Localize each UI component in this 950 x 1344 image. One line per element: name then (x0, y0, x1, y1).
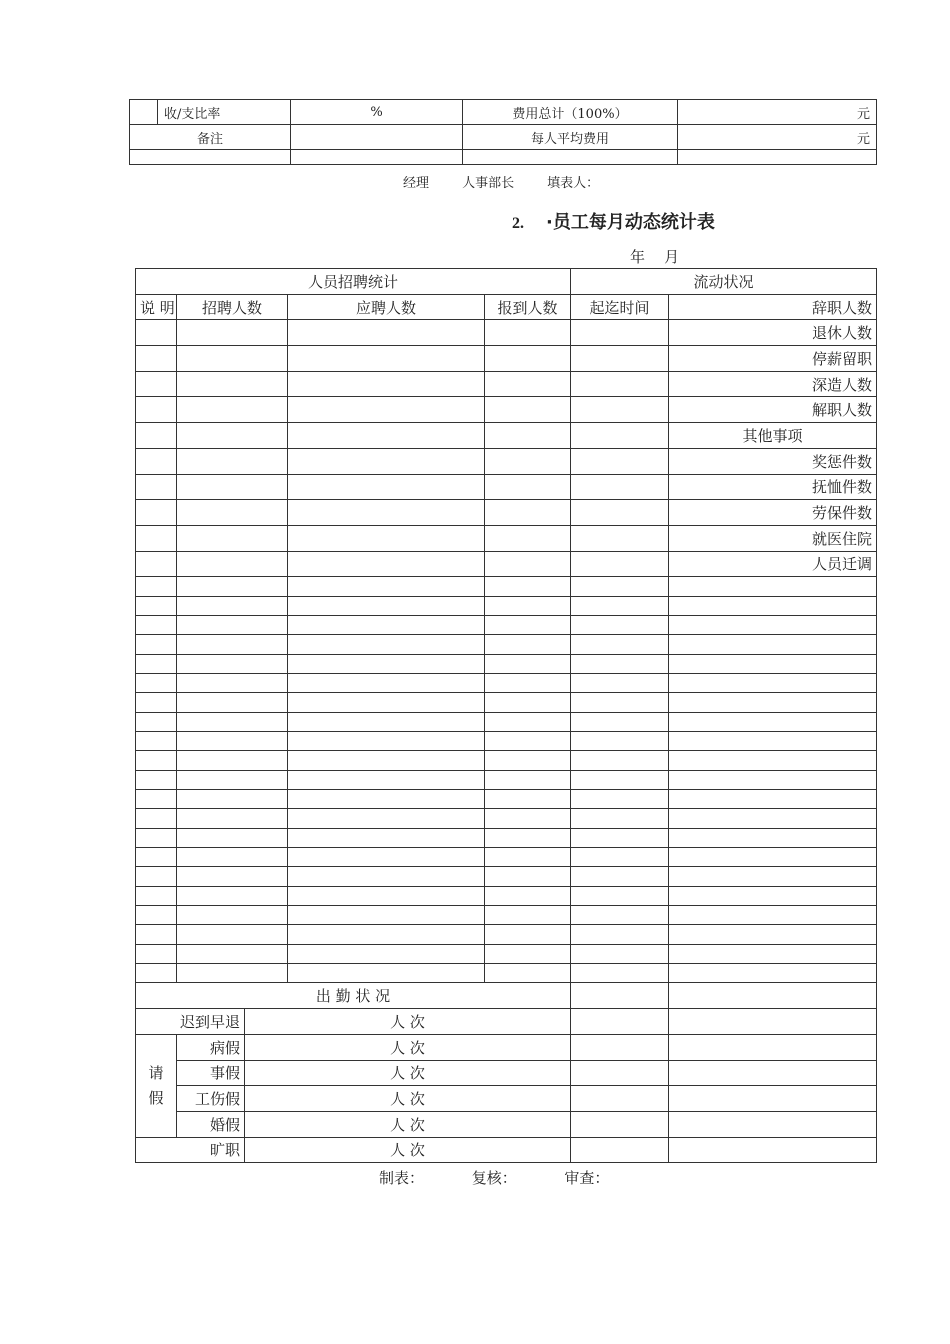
blank-cell (288, 751, 485, 770)
blank-cell (571, 1009, 669, 1035)
empty-row (136, 867, 877, 886)
blank-cell (177, 906, 288, 925)
blank-cell (485, 423, 571, 449)
blank-cell (485, 551, 571, 577)
blank-cell (571, 423, 669, 449)
blank-cell (571, 673, 669, 692)
blank-cell (177, 867, 288, 886)
blank-cell (288, 848, 485, 867)
blank-cell (177, 371, 288, 397)
blank-cell (288, 654, 485, 673)
blank-cell (288, 577, 485, 596)
blank-cell (177, 654, 288, 673)
table-row (136, 423, 877, 449)
leave-type-label: 事假 (177, 1060, 245, 1086)
blank-cell (136, 828, 177, 847)
other-header: 其他事项 (669, 423, 877, 449)
col-header-reported: 报到人数 (485, 294, 571, 320)
blank-cell (485, 448, 571, 474)
unit-label: 人 次 (245, 1009, 571, 1035)
unit-label: 人 次 (245, 1060, 571, 1086)
attendance-row (136, 1111, 877, 1137)
blank-cell (177, 886, 288, 905)
blank-cell (485, 770, 571, 789)
blank-cell (485, 525, 571, 551)
leave-label: 请假 (136, 1034, 177, 1137)
blank-cell (669, 654, 877, 673)
blank-cell (177, 828, 288, 847)
empty-row (136, 828, 877, 847)
flow-item-label: 停薪留职 (669, 346, 877, 372)
blank-cell (571, 790, 669, 809)
section-title (512, 208, 715, 234)
empty-row (136, 732, 877, 751)
attendance-header-row (136, 983, 877, 1009)
empty-row (136, 925, 877, 944)
blank-cell (136, 635, 177, 654)
blank-cell (136, 790, 177, 809)
blank-cell (485, 790, 571, 809)
blank-cell (571, 525, 669, 551)
blank-cell (177, 474, 288, 500)
empty-row (136, 654, 877, 673)
flow-item-label: 退休人数 (669, 320, 877, 346)
blank-cell (571, 906, 669, 925)
blank-cell (485, 809, 571, 828)
blank-cell (485, 397, 571, 423)
blank-cell (177, 525, 288, 551)
attendance-row (136, 1009, 877, 1035)
table-row (136, 525, 877, 551)
leave-type-label: 病假 (177, 1034, 245, 1060)
blank-cell (136, 673, 177, 692)
blank-cell (177, 551, 288, 577)
blank-cell (177, 964, 288, 983)
col-header-period: 起迄时间 (571, 294, 669, 320)
header-row (136, 269, 877, 295)
flow-item-label: 深造人数 (669, 371, 877, 397)
blank-cell (288, 423, 485, 449)
blank-cell (669, 944, 877, 963)
total-cost-label: 费用总计（100%） (463, 100, 678, 125)
blank-cell (136, 732, 177, 751)
col-header-description: 说 明 (136, 294, 177, 320)
blank-cell (177, 346, 288, 372)
attendance-header: 出 勤 状 况 (136, 983, 571, 1009)
blank-cell (669, 1060, 877, 1086)
blank-cell (669, 751, 877, 770)
blank-cell (571, 828, 669, 847)
blank-cell (288, 867, 485, 886)
other-item-label: 奖惩件数 (669, 448, 877, 474)
blank-cell (136, 809, 177, 828)
blank-cell (136, 448, 177, 474)
blank-cell (288, 886, 485, 905)
blank-cell (571, 1034, 669, 1060)
blank-cell (177, 693, 288, 712)
flow-header: 流动状况 (571, 269, 877, 295)
flow-item-label: 辞职人数 (669, 294, 877, 320)
blank-cell (136, 867, 177, 886)
empty-row (136, 906, 877, 925)
other-item-label: 就医住院 (669, 525, 877, 551)
blank-cell (485, 925, 571, 944)
leave-type-label: 婚假 (177, 1111, 245, 1137)
avg-cost-unit: 元 (678, 125, 877, 150)
attendance-row (136, 1086, 877, 1112)
blank-cell (136, 654, 177, 673)
date-line (630, 246, 679, 267)
empty-row (136, 964, 877, 983)
total-cost-unit: 元 (678, 100, 877, 125)
blank-cell (177, 500, 288, 526)
blank-cell (571, 983, 669, 1009)
empty-row (136, 886, 877, 905)
blank-cell (288, 732, 485, 751)
blank-cell (288, 925, 485, 944)
blank-cell (288, 397, 485, 423)
cost-row-empty (130, 150, 877, 165)
blank-cell (136, 596, 177, 615)
blank-cell (571, 371, 669, 397)
empty-row (136, 712, 877, 731)
blank-cell (288, 500, 485, 526)
blank-cell (669, 983, 877, 1009)
filler-label: 填表人： (547, 176, 600, 191)
table-row (136, 474, 877, 500)
blank-cell (485, 906, 571, 925)
blank-cell (288, 474, 485, 500)
blank-cell (485, 867, 571, 886)
ratio-unit: % (291, 100, 463, 125)
blank-cell (177, 577, 288, 596)
blank-cell (571, 809, 669, 828)
blank-cell (669, 635, 877, 654)
blank-cell (288, 320, 485, 346)
table-row (136, 371, 877, 397)
blank-cell (136, 886, 177, 905)
blank-cell (485, 964, 571, 983)
blank-cell (485, 944, 571, 963)
empty-row (136, 809, 877, 828)
blank-cell (669, 867, 877, 886)
blank-cell (571, 770, 669, 789)
blank-cell (571, 1137, 669, 1163)
blank-cell (288, 371, 485, 397)
blank-cell (136, 577, 177, 596)
blank-cell (669, 732, 877, 751)
blank-cell (571, 867, 669, 886)
table-row (136, 500, 877, 526)
blank-cell (571, 732, 669, 751)
hr-head-label: 人事部长 (462, 176, 515, 191)
blank-cell (136, 964, 177, 983)
blank-cell (288, 828, 485, 847)
blank-cell (177, 596, 288, 615)
blank-cell (177, 397, 288, 423)
col-header-applicants: 应聘人数 (288, 294, 485, 320)
table-row (136, 551, 877, 577)
blank-cell (669, 828, 877, 847)
blank-cell (485, 346, 571, 372)
blank-cell (485, 693, 571, 712)
attendance-row (136, 1034, 877, 1060)
blank-cell (485, 828, 571, 847)
blank-cell (288, 448, 485, 474)
blank-cell (669, 906, 877, 925)
blank-cell (136, 551, 177, 577)
blank-cell (177, 944, 288, 963)
blank-cell (288, 712, 485, 731)
blank-cell (669, 577, 877, 596)
blank-cell (288, 673, 485, 692)
blank-cell (571, 1060, 669, 1086)
empty-row (136, 596, 877, 615)
blank-cell (571, 635, 669, 654)
blank-cell (669, 790, 877, 809)
blank-cell (571, 712, 669, 731)
empty-row (136, 751, 877, 770)
blank-cell (669, 1009, 877, 1035)
empty-row (136, 673, 877, 692)
blank-cell (288, 770, 485, 789)
blank-cell (669, 1111, 877, 1137)
monthly-stats-table (135, 268, 877, 1163)
blank-cell (669, 1034, 877, 1060)
empty-row (136, 615, 877, 634)
blank-cell (288, 964, 485, 983)
blank-cell (136, 525, 177, 551)
blank-cell (571, 448, 669, 474)
blank-cell (177, 751, 288, 770)
empty-row (136, 848, 877, 867)
blank-cell (136, 925, 177, 944)
blank-cell (177, 732, 288, 751)
blank-cell (485, 848, 571, 867)
blank-cell (177, 770, 288, 789)
cost-row-ratio (130, 100, 877, 125)
blank-cell (571, 474, 669, 500)
empty-row (136, 770, 877, 789)
maker-label: 制表： (379, 1169, 425, 1187)
blank-cell (669, 809, 877, 828)
manager-label: 经理 (403, 176, 430, 191)
blank-cell (136, 423, 177, 449)
unit-label: 人 次 (245, 1086, 571, 1112)
blank-cell (571, 751, 669, 770)
late-label: 迟到早退 (136, 1009, 245, 1035)
blank-cell (130, 100, 158, 125)
blank-cell (485, 886, 571, 905)
other-item-label: 人员迁调 (669, 551, 877, 577)
blank-cell (136, 397, 177, 423)
blank-cell (669, 848, 877, 867)
blank-cell (571, 615, 669, 634)
blank-cell (485, 500, 571, 526)
blank-cell (485, 732, 571, 751)
blank-cell (571, 1111, 669, 1137)
blank-cell (291, 125, 463, 150)
blank-cell (669, 770, 877, 789)
section-number: 2. (512, 215, 524, 232)
blank-cell (136, 712, 177, 731)
empty-row (136, 693, 877, 712)
blank-cell (177, 925, 288, 944)
year-label: 年 (630, 248, 646, 266)
column-header-row (136, 294, 877, 320)
blank-cell (136, 500, 177, 526)
blank-cell (288, 635, 485, 654)
blank-cell (136, 371, 177, 397)
blank-cell (571, 964, 669, 983)
blank-cell (485, 635, 571, 654)
blank-cell (288, 809, 485, 828)
blank-cell (485, 371, 571, 397)
blank-cell (177, 423, 288, 449)
blank-cell (669, 615, 877, 634)
blank-cell (669, 693, 877, 712)
blank-cell (485, 474, 571, 500)
blank-cell (669, 1086, 877, 1112)
blank-cell (288, 596, 485, 615)
ratio-label: 收/支比率 (158, 100, 291, 125)
blank-cell (177, 320, 288, 346)
blank-cell (571, 397, 669, 423)
blank-cell (485, 654, 571, 673)
blank-cell (669, 712, 877, 731)
blank-cell (571, 500, 669, 526)
blank-cell (485, 596, 571, 615)
attendance-row (136, 1060, 877, 1086)
blank-cell (669, 1137, 877, 1163)
blank-cell (571, 944, 669, 963)
blank-cell (177, 673, 288, 692)
table-row (136, 397, 877, 423)
unit-label: 人 次 (245, 1111, 571, 1137)
blank-cell (136, 693, 177, 712)
auditor-label: 审查： (564, 1169, 610, 1187)
month-label: 月 (664, 248, 680, 266)
blank-cell (177, 790, 288, 809)
blank-cell (485, 712, 571, 731)
blank-cell (669, 886, 877, 905)
remarks-label: 备注 (130, 125, 291, 150)
table-row (136, 346, 877, 372)
blank-cell (288, 906, 485, 925)
empty-row (136, 944, 877, 963)
blank-cell (485, 320, 571, 346)
blank-cell (136, 346, 177, 372)
cost-summary-table (129, 99, 877, 165)
blank-cell (571, 346, 669, 372)
signature-line-2 (379, 1167, 609, 1188)
blank-cell (136, 848, 177, 867)
blank-cell (288, 525, 485, 551)
empty-row (136, 635, 877, 654)
flow-item-label: 解职人数 (669, 397, 877, 423)
blank-cell (571, 886, 669, 905)
recruit-header: 人员招聘统计 (136, 269, 571, 295)
blank-cell (571, 654, 669, 673)
table-row (136, 448, 877, 474)
blank-cell (669, 596, 877, 615)
section-title-text: ·员工每月动态统计表 (546, 212, 715, 233)
empty-row (136, 790, 877, 809)
unit-label: 人 次 (245, 1034, 571, 1060)
blank-cell (136, 944, 177, 963)
blank-cell (571, 925, 669, 944)
blank-cell (136, 320, 177, 346)
col-header-recruited: 招聘人数 (177, 294, 288, 320)
blank-cell (177, 809, 288, 828)
blank-cell (177, 615, 288, 634)
blank-cell (136, 474, 177, 500)
blank-cell (177, 848, 288, 867)
blank-cell (136, 906, 177, 925)
blank-cell (571, 577, 669, 596)
blank-cell (571, 320, 669, 346)
blank-cell (136, 770, 177, 789)
blank-cell (288, 346, 485, 372)
blank-cell (571, 693, 669, 712)
cost-row-remarks (130, 125, 877, 150)
blank-cell (485, 673, 571, 692)
blank-cell (669, 925, 877, 944)
blank-cell (288, 944, 485, 963)
leave-type-label: 工伤假 (177, 1086, 245, 1112)
reviewer-label: 复核： (471, 1169, 517, 1187)
blank-cell (136, 751, 177, 770)
blank-cell (288, 693, 485, 712)
other-item-label: 劳保件数 (669, 500, 877, 526)
blank-cell (571, 1086, 669, 1112)
blank-cell (177, 712, 288, 731)
blank-cell (177, 635, 288, 654)
blank-cell (571, 551, 669, 577)
avg-cost-label: 每人平均费用 (463, 125, 678, 150)
blank-cell (669, 673, 877, 692)
blank-cell (669, 964, 877, 983)
attendance-row (136, 1137, 877, 1163)
blank-cell (485, 577, 571, 596)
blank-cell (136, 615, 177, 634)
blank-cell (485, 615, 571, 634)
table-row (136, 320, 877, 346)
blank-cell (177, 448, 288, 474)
blank-cell (288, 615, 485, 634)
blank-cell (288, 790, 485, 809)
signature-line-1 (403, 172, 599, 191)
empty-row (136, 577, 877, 596)
other-item-label: 抚恤件数 (669, 474, 877, 500)
blank-cell (571, 848, 669, 867)
blank-cell (288, 551, 485, 577)
blank-cell (571, 596, 669, 615)
blank-cell (485, 751, 571, 770)
unit-label: 人 次 (245, 1137, 571, 1163)
absent-label: 旷职 (136, 1137, 245, 1163)
